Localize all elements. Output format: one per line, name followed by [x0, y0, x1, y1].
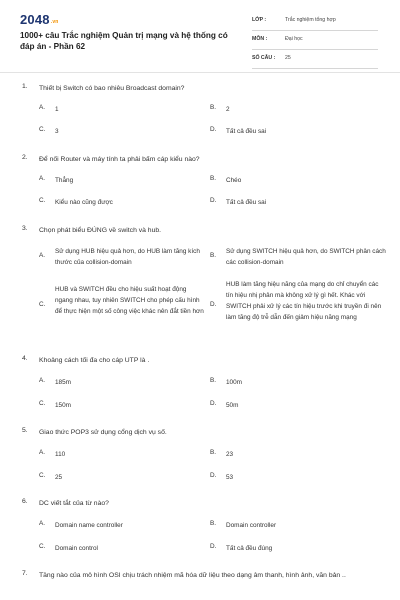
option-letter: D.	[210, 543, 217, 550]
option-letter: D.	[210, 197, 217, 204]
meta-label: SỐ CÂU :	[252, 55, 276, 61]
option-text: Sử dụng SWITCH hiệu quả hơn, do SWITCH phân cách các collision-domain	[226, 248, 386, 266]
logo-main: 2048	[20, 12, 50, 27]
meta-label: LỚP :	[252, 17, 267, 23]
meta-label: MÔN :	[252, 36, 268, 42]
option-letter: C.	[39, 472, 46, 479]
option-letter: C.	[39, 400, 46, 407]
option-text: HUB và SWITCH đều cho hiệu suất hoạt động ngang nhau, tuy nhiên SWITCH cho phép cấu hình để thực hiện một số công việc khác nên đắt tiền hơn	[55, 286, 204, 315]
option-text: Domain controller	[226, 522, 277, 529]
option-text: Tất cả đều sai	[226, 199, 267, 206]
meta-row-count	[252, 50, 378, 69]
option-text: Thẳng	[55, 177, 74, 184]
question-text: Để nối Router và máy tính ta phải bấm cáp kiểu nào?	[39, 156, 200, 163]
option-text: Kiểu nào cũng được	[55, 199, 113, 206]
option-text: 25	[55, 474, 63, 481]
option-letter: B.	[210, 175, 217, 182]
page-header	[0, 0, 400, 80]
option-letter: A.	[39, 175, 46, 182]
option-letter: A.	[39, 520, 46, 527]
question-text: DC viết tắt của từ nào?	[39, 500, 109, 507]
question-text: Thiết bị Switch có bao nhiêu Broadcast domain?	[39, 85, 185, 92]
option-text: Tất cả đều sai	[226, 128, 267, 135]
option-letter: B.	[210, 520, 217, 527]
option-letter: A.	[39, 377, 46, 384]
option-text: Tất cả đều đúng	[226, 545, 273, 552]
option-letter: A.	[39, 449, 46, 456]
option-letter: B.	[210, 377, 217, 384]
question-number: 5.	[22, 427, 28, 434]
option-text: Chéo	[226, 177, 242, 184]
option-letter: D.	[210, 301, 217, 308]
question-text: Chọn phát biểu ĐÚNG về switch và hub.	[39, 227, 162, 234]
site-logo[interactable]	[20, 12, 59, 27]
option-letter: A.	[39, 252, 46, 259]
option-letter: C.	[39, 197, 46, 204]
option-text: Domain control	[55, 545, 98, 552]
meta-value: Đại học	[285, 36, 303, 42]
meta-row-subject	[252, 31, 378, 50]
option-text: 50m	[226, 402, 239, 409]
option-text: 185m	[55, 379, 71, 386]
option-letter: C.	[39, 301, 46, 308]
option-letter: D.	[210, 126, 217, 133]
question-number: 6.	[22, 498, 28, 505]
option-letter: C.	[39, 543, 46, 550]
meta-value: Trắc nghiệm tổng hợp	[285, 17, 336, 23]
option-text: Domain name controller	[55, 522, 123, 529]
option-letter: B.	[210, 104, 217, 111]
header-divider	[0, 72, 400, 73]
option-text: HUB làm tăng hiệu năng của mạng do chỉ chuyển các tín hiệu nhị phân mà không xử lý gì hết. Khác với SWITCH phải xử lý các tín hiệu trước khi truyền đi nên làm tăng độ trễ dẫn đến giảm hiệu năng mạng	[226, 281, 382, 321]
option-text: 1	[55, 106, 59, 113]
option-text: 150m	[55, 402, 71, 409]
option-letter: C.	[39, 126, 46, 133]
meta-row-class	[252, 12, 378, 31]
option-text: 53	[226, 474, 234, 481]
question-text: Giao thức POP3 sử dụng cổng dịch vụ số.	[39, 429, 167, 436]
page-title: 1000+ câu Trắc nghiệm Quản trị mạng và hệ thống có đáp án - Phần 62	[20, 31, 228, 51]
option-letter: D.	[210, 472, 217, 479]
option-text: 110	[55, 451, 66, 458]
option-text: 100m	[226, 379, 242, 386]
question-number: 3.	[22, 225, 28, 232]
option-letter: B.	[210, 252, 217, 259]
question-text: Tầng nào của mô hình OSI chịu trách nhiệm mã hóa dữ liệu theo dạng âm thanh, hình ảnh, văn bản ..	[39, 572, 346, 579]
question-text: Khoảng cách tối đa cho cáp UTP là .	[39, 357, 150, 364]
option-letter: D.	[210, 400, 217, 407]
option-text: 3	[55, 128, 59, 135]
meta-info	[252, 12, 378, 69]
question-number: 2.	[22, 154, 28, 161]
option-text: Sử dụng HUB hiệu quả hơn, do HUB làm tăng kích thước của collision-domain	[55, 248, 200, 266]
question-number: 7.	[22, 570, 28, 577]
option-text: 2	[226, 106, 230, 113]
option-letter: B.	[210, 449, 217, 456]
logo-sub: .vn	[50, 19, 59, 25]
meta-value: 25	[285, 55, 291, 61]
option-text: 23	[226, 451, 234, 458]
question-number: 4.	[22, 355, 28, 362]
question-number: 1.	[22, 83, 28, 90]
option-letter: A.	[39, 104, 46, 111]
